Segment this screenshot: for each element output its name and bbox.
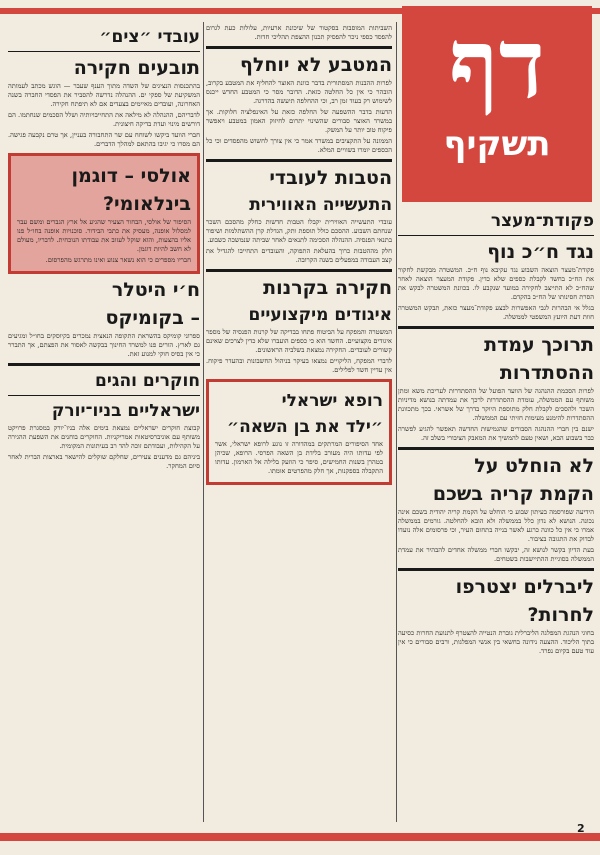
histadrut-text-2: ישנם בין חברי ההנהגה הסבורים שהגמישות החדשה תאפשר להגיע לפשרה כבר בשבוע הבא, ושאין טעם להמשיך את המאבק הציבורי בשלב זה. (398, 425, 594, 442)
liberals-headline: ליברלים יצטרפו (455, 576, 594, 598)
histadrut-headline: תרוכך עמדת (484, 334, 594, 356)
zim-text-2: לדבריהם, ההנהלה לא מילאה את התחייבויותיה ושלל הסכמים שנחתמו. הם דורשים מינוי ועדת בדיקה חיצונית. (8, 111, 200, 128)
divider (206, 269, 392, 272)
doctor-story-box (206, 379, 392, 485)
nablus-text: הידיעה שפורסמה בעיתון שבוע כי הוחלט על הקמת קריה יהודית בשכם אינה נכונה. הנושא לא נדון כלל בממשלה ולא הובא להחלטה. גורמים בממשלה אמרו כי אין כל כוונה כרגע לאשר בנייה בתחום העיר, וכי פרסומים אלה נועדו לבדוק את התגובה בציבור. (398, 508, 594, 543)
model-text: הסיפור של אולסי, הבחור הצעיר שהגיע אל ארץ הגברים ומשם עבר למסלול אופנה, מעסיק את כתבי הבידור. סוכנויות אופנה בחו״ל פנו אליו בהצעות, והוא שוקל לעזוב את עבודתו הנוכחית. לדבריו, מעולם לא חשב להיות דוגמן. (17, 218, 191, 253)
currency-text-3: הממונה על התקציבים במשרד אמר כי אין צורך לחשוש מהפסדים וכי כל הכספים יומרו בשוויים המלא. (206, 137, 392, 154)
model-headline: אולסי – דוגמן (71, 165, 191, 187)
nablus-text-2: בעת הדיון בקשר לנושא זה, יבקשו חברי ממשלה אחדים להבהיר את עמדת הממשלה בסוגיית ההתיישבות בשטחים. (398, 546, 594, 563)
arrest-warrant-text: פקודת־מעצר הוצאה השבוע נגד עקיבא נוף ח״כ. המשטרה מבקשת לחקור את הח״כ בחשד לקבלת כספים שלא כדין. פקודת המעצר הוצאה לאחר שהח״כ לא התייצב לחקירה במועד שנקבע לו. בכוונת המשטרה לבקש את הסרת חסינותו של הח״כ בהקדם. (398, 266, 594, 301)
aerospace-text-2: חלק מההטבות כרוך בהעלאת התפוקה, והעובדים התחייבו להגדיל את קצב העבודה במפעלים בשנה הקרובה. (206, 247, 392, 264)
model-text-2: חבריו מספרים כי הוא נשאר צנוע ואינו מתרגש מהפרסום. (45, 256, 191, 264)
aerospace-headline: הטבות לעובדי (269, 167, 392, 189)
logo-title: דף (449, 7, 545, 120)
researchers-text: קבוצת חוקרים ישראליים נמצאת בימים אלה בניו־יורק במסגרת פרויקט משותף עם אוניברסיטאות אמריקניות. החוקרים בוחנים את השפעת ההגירה על הקהילות, ועבודתם זוכה להד רב בעיתונות המקומית. (8, 424, 200, 450)
model-subhead: בינלאומי? (102, 193, 191, 215)
model-story-box (8, 153, 200, 274)
column-rule-right (396, 22, 397, 822)
hitler-headline: ח׳י היטלר (111, 279, 200, 301)
researchers-text-2: ביניהם גם מדענים צעירים, שחלקם שוקלים להישאר בארצות הברית לאחר סיום המחקר. (8, 453, 200, 470)
aerospace-subhead: התעשייה האווירית (249, 195, 392, 215)
logo-subtitle: תשקיף (443, 124, 551, 164)
zim-text: בהתכנסות הנציגים של השדה מתוך הענף שעבר — הוגש מכתב לעמותה המשקיעת של ספקי ים. ההנהלה נדרשה להסביר את הפסדי החברה בשנה האחרונה, ועובדים מאיימים בצעדים אם לא תיפתח חקירה. (8, 82, 200, 108)
aerospace-text: עובדי התעשייה האווירית יקבלו הטבות חדשות כחלק מהסכם השכר שנחתם השבוע. ההסכם כולל תוספת ותק, הגדלת קרן ההשתלמות ושיפור בתנאי הפנסיה. ההנהלה הסכימה לתנאים לאחר שביתה שנמשכה כשבוע. (206, 218, 392, 244)
dafi-logo-box (402, 6, 592, 202)
researchers-headline: חוקרים והגים (95, 371, 200, 391)
middle-column (206, 22, 392, 489)
arrest-warrant-headline: פקודת־מעצר (490, 211, 594, 231)
nablus-headline: לא הוחלט על (474, 455, 594, 477)
zim-headline: עובדי ״צים״ (99, 27, 200, 47)
funds-text-2: לדברי המפקח, הליקויים נמצאו בעיקר בניהול החשבונות ובהעדר פיקוח. אין עדיין חשד לפלילים. (206, 357, 392, 374)
zim-text-3: חברי הוועד ביקשו לשוחח עם שר התחבורה בעניין, אך טרם נקבעה פגישה. הם מסרו כי יגיבו בהתאם למהלך הדברים. (8, 131, 200, 148)
left-column (8, 22, 200, 473)
doctor-subhead: ״ילד את בן השאה״ (227, 417, 383, 437)
funds-headline: חקירה בקרנות (263, 277, 392, 299)
column-rule-left (203, 22, 204, 822)
page-number: 2 (577, 822, 585, 835)
right-column (398, 206, 594, 658)
divider (8, 363, 200, 366)
divider (206, 159, 392, 162)
currency-text-2: הדעות בדבר ההשפעה של החלפה כזאת על האינפלציה חלוקות. אך במשרד האוצר סבורים שהשינוי יתרום לחיזוק האמון במטבע ויאפשר פיקוח טוב יותר על המשק. (206, 108, 392, 134)
divider (206, 46, 392, 49)
funds-subhead: איגודים מיקצועיים (248, 305, 392, 325)
currency-text: לפרות ההבנות המסתורית בדבר כוונת האוצר להחליף את המטבע בקרוב, הובהר כי אין כל החלטה כזאת. הדובר מסר כי המטבע החדש ייכנס לשימוש רק בעוד זמן רב, וכי ההחלפה תיעשה בהדרגה. (206, 79, 392, 105)
funds-text: המשטרה והמפקח על הביטוח פתחו בבדיקה של קרנות הפנסיה של מספר איגודים מקצועיים. החשד הוא כי כספים הועברו שלא כדין לצרכים שאינם קשורים לעובדים. החקירה נמצאת בשלביה הראשונים. (206, 328, 392, 354)
liberals-subhead: לחרות? (527, 604, 594, 626)
divider (8, 51, 200, 52)
doctor-text: אחד הסיפורים המרתקים במהדורה זו נוגע לרופא ישראלי, אשר לפי עדותו היה מעורב בלידת בן השאה הפרסי. הרופא, שכיהן בטהרן בשנות החמישים, סיפר כי הוזעק בלילה אל הארמון. עדותו התקבלה בספקנות, אך חלק מהפרטים אומתו. (215, 440, 383, 475)
hitler-subhead: – בקומיקס (105, 307, 200, 329)
divider (398, 568, 594, 571)
divider (398, 326, 594, 329)
divider (8, 395, 200, 396)
nablus-subhead: הקמת קריה בשכם (432, 483, 594, 505)
zim-subhead: תובעים חקירה (73, 57, 200, 79)
researchers-subhead: ישראליים בניו־יורק (51, 401, 200, 421)
doctor-headline: רופא ישראלי (281, 391, 383, 411)
arrest-warrant-subhead: נגד ח״כ נוף (487, 241, 594, 263)
liberals-text: בחוגי הנהגת המפלגה הליברלית גוברת הנטייה להצטרף לתנועת החרות כסיעה בתוך הליכוד. ההצעה נידונה בחשאי בין אנשי המפלגות, ורבים סבורים כי אין עוד טעם בקיום נפרד. (398, 629, 594, 655)
divider (398, 235, 594, 236)
histadrut-subhead: ההסתדרות (499, 362, 594, 384)
divider (398, 447, 594, 450)
middle-intro-text: השביתות המוסבות בסקטור של שיכונת ארעיות, עלולות כעת לגרום להפסד כספי ניכר להפסיק תכנון ההצפת תהליכי חדות. (206, 24, 392, 41)
hitler-text: ספרוני קומיקס בהשראת התקופה הנאצית נמכרים בקיוסקים בחו״ל ומגיעים גם לארץ. הורים פנו למשרד החינוך בבקשה לאסור את הפצתם, אך התברר כי אין בסיס חוקי למנוע זאת. (8, 332, 200, 358)
bottom-red-bar (0, 833, 600, 841)
arrest-warrant-text-2: בגלל אי הבהרות לגבי האפשרות לבצע פקודת־מעצר כזאת, תבקש המשטרה חוות דעת היועץ המשפטי לממשלה. (398, 304, 594, 321)
histadrut-text: לפרות הסכמת ההנהגה של הוועד הפועל של ההסתדרות לעריכת משא ומתן משותף עם הממשלה, עומדת ההסתדרות לרכך את עמדתה בנושא מדיניות השכר ולהסכים לקבלת חלק מתוספת היוקר בדרך של אשראי. בכך מתכוונת ההסתדרות להימנע מעימות חזיתי עם הממשלה. (398, 387, 594, 422)
currency-headline: המטבע לא יוחלף (240, 54, 392, 76)
